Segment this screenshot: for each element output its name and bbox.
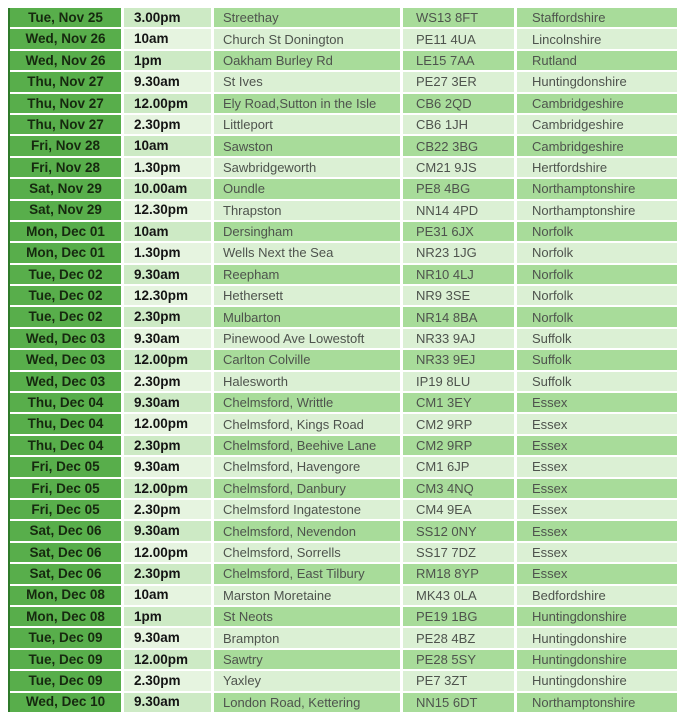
- postcode-cell: CB6 2QD: [403, 94, 514, 113]
- location-cell: Oakham Burley Rd: [214, 51, 400, 70]
- date-cell: Fri, Dec 05: [10, 479, 121, 498]
- time-cell: 12.00pm: [124, 650, 211, 669]
- time-cell: 2.30pm: [124, 564, 211, 583]
- postcode-cell: MK43 0LA: [403, 586, 514, 605]
- county-cell: Huntingdonshire: [517, 607, 677, 626]
- time-cell: 2.30pm: [124, 500, 211, 519]
- date-cell: Tue, Dec 09: [10, 650, 121, 669]
- county-cell: Essex: [517, 543, 677, 562]
- postcode-cell: NR14 8BA: [403, 307, 514, 326]
- date-cell: Sat, Nov 29: [10, 201, 121, 220]
- date-cell: Fri, Nov 28: [10, 136, 121, 155]
- date-cell: Thu, Nov 27: [10, 72, 121, 91]
- time-cell: 12.00pm: [124, 543, 211, 562]
- county-cell: Rutland: [517, 51, 677, 70]
- time-cell: 9.30am: [124, 329, 211, 348]
- time-cell: 10am: [124, 586, 211, 605]
- time-cell: 2.30pm: [124, 115, 211, 134]
- county-cell: Essex: [517, 521, 677, 540]
- county-cell: Essex: [517, 457, 677, 476]
- county-cell: Essex: [517, 500, 677, 519]
- postcode-cell: PE31 6JX: [403, 222, 514, 241]
- time-cell: 9.30am: [124, 72, 211, 91]
- location-cell: Chelmsford, Sorrells: [214, 543, 400, 562]
- location-cell: Church St Donington: [214, 29, 400, 48]
- location-cell: Yaxley: [214, 671, 400, 690]
- location-cell: Chelmsford, Nevendon: [214, 521, 400, 540]
- schedule-grid: [10, 8, 677, 712]
- county-cell: Cambridgeshire: [517, 136, 677, 155]
- date-cell: Wed, Nov 26: [10, 29, 121, 48]
- county-cell: Cambridgeshire: [517, 115, 677, 134]
- time-cell: 10am: [124, 222, 211, 241]
- county-cell: Norfolk: [517, 243, 677, 262]
- time-cell: 2.30pm: [124, 307, 211, 326]
- postcode-cell: CM2 9RP: [403, 436, 514, 455]
- location-cell: Thrapston: [214, 201, 400, 220]
- location-cell: St Neots: [214, 607, 400, 626]
- location-cell: Chelmsford, Danbury: [214, 479, 400, 498]
- county-cell: Hertfordshire: [517, 158, 677, 177]
- location-cell: Chelmsford, Kings Road: [214, 414, 400, 433]
- postcode-cell: CM21 9JS: [403, 158, 514, 177]
- location-cell: Carlton Colville: [214, 350, 400, 369]
- postcode-cell: NR23 1JG: [403, 243, 514, 262]
- time-cell: 12.00pm: [124, 350, 211, 369]
- location-cell: Streethay: [214, 8, 400, 27]
- postcode-cell: NN14 4PD: [403, 201, 514, 220]
- postcode-cell: CM3 4NQ: [403, 479, 514, 498]
- location-cell: Mulbarton: [214, 307, 400, 326]
- county-cell: Cambridgeshire: [517, 94, 677, 113]
- date-cell: Thu, Dec 04: [10, 414, 121, 433]
- schedule-table: [8, 8, 677, 712]
- county-cell: Northamptonshire: [517, 201, 677, 220]
- time-cell: 9.30am: [124, 393, 211, 412]
- time-cell: 10am: [124, 29, 211, 48]
- postcode-cell: CM2 9RP: [403, 414, 514, 433]
- county-cell: Essex: [517, 414, 677, 433]
- time-cell: 1pm: [124, 51, 211, 70]
- date-cell: Tue, Nov 25: [10, 8, 121, 27]
- time-cell: 12.30pm: [124, 286, 211, 305]
- location-cell: Wells Next the Sea: [214, 243, 400, 262]
- county-cell: Suffolk: [517, 372, 677, 391]
- county-cell: Essex: [517, 564, 677, 583]
- date-cell: Sat, Dec 06: [10, 564, 121, 583]
- location-cell: Halesworth: [214, 372, 400, 391]
- time-cell: 10am: [124, 136, 211, 155]
- date-cell: Mon, Dec 01: [10, 243, 121, 262]
- county-cell: Norfolk: [517, 286, 677, 305]
- location-cell: Sawston: [214, 136, 400, 155]
- date-cell: Sat, Dec 06: [10, 543, 121, 562]
- location-cell: Dersingham: [214, 222, 400, 241]
- postcode-cell: PE8 4BG: [403, 179, 514, 198]
- county-cell: Huntingdonshire: [517, 628, 677, 647]
- postcode-cell: PE7 3ZT: [403, 671, 514, 690]
- date-cell: Mon, Dec 01: [10, 222, 121, 241]
- date-cell: Wed, Dec 10: [10, 693, 121, 712]
- time-cell: 9.30am: [124, 628, 211, 647]
- county-cell: Suffolk: [517, 329, 677, 348]
- date-cell: Tue, Dec 02: [10, 265, 121, 284]
- postcode-cell: CB6 1JH: [403, 115, 514, 134]
- time-cell: 1.30pm: [124, 243, 211, 262]
- postcode-cell: NR33 9AJ: [403, 329, 514, 348]
- location-cell: Chelmsford, Havengore: [214, 457, 400, 476]
- date-cell: Sat, Nov 29: [10, 179, 121, 198]
- location-cell: Marston Moretaine: [214, 586, 400, 605]
- location-cell: Chelmsford, Beehive Lane: [214, 436, 400, 455]
- date-cell: Tue, Dec 09: [10, 628, 121, 647]
- time-cell: 9.30am: [124, 457, 211, 476]
- county-cell: Staffordshire: [517, 8, 677, 27]
- location-cell: Littleport: [214, 115, 400, 134]
- postcode-cell: SS12 0NY: [403, 521, 514, 540]
- postcode-cell: CB22 3BG: [403, 136, 514, 155]
- location-cell: Brampton: [214, 628, 400, 647]
- postcode-cell: LE15 7AA: [403, 51, 514, 70]
- time-cell: 1.30pm: [124, 158, 211, 177]
- date-cell: Fri, Dec 05: [10, 457, 121, 476]
- time-cell: 12.00pm: [124, 414, 211, 433]
- location-cell: Hethersett: [214, 286, 400, 305]
- date-cell: Tue, Dec 09: [10, 671, 121, 690]
- county-cell: Huntingdonshire: [517, 671, 677, 690]
- county-cell: Lincolnshire: [517, 29, 677, 48]
- county-cell: Essex: [517, 436, 677, 455]
- county-cell: Suffolk: [517, 350, 677, 369]
- time-cell: 9.30am: [124, 521, 211, 540]
- postcode-cell: PE11 4UA: [403, 29, 514, 48]
- location-cell: Sawtry: [214, 650, 400, 669]
- postcode-cell: IP19 8LU: [403, 372, 514, 391]
- location-cell: St Ives: [214, 72, 400, 91]
- postcode-cell: CM1 3EY: [403, 393, 514, 412]
- county-cell: Norfolk: [517, 222, 677, 241]
- location-cell: Chelmsford Ingatestone: [214, 500, 400, 519]
- location-cell: Chelmsford, East Tilbury: [214, 564, 400, 583]
- time-cell: 3.00pm: [124, 8, 211, 27]
- date-cell: Thu, Dec 04: [10, 436, 121, 455]
- postcode-cell: NR10 4LJ: [403, 265, 514, 284]
- county-cell: Bedfordshire: [517, 586, 677, 605]
- date-cell: Tue, Dec 02: [10, 307, 121, 326]
- date-cell: Sat, Dec 06: [10, 521, 121, 540]
- postcode-cell: NN15 6DT: [403, 693, 514, 712]
- postcode-cell: NR33 9EJ: [403, 350, 514, 369]
- location-cell: London Road, Kettering: [214, 693, 400, 712]
- time-cell: 1pm: [124, 607, 211, 626]
- county-cell: Essex: [517, 393, 677, 412]
- time-cell: 12.30pm: [124, 201, 211, 220]
- time-cell: 2.30pm: [124, 671, 211, 690]
- postcode-cell: PE28 5SY: [403, 650, 514, 669]
- date-cell: Wed, Dec 03: [10, 329, 121, 348]
- county-cell: Huntingdonshire: [517, 650, 677, 669]
- time-cell: 2.30pm: [124, 436, 211, 455]
- date-cell: Wed, Dec 03: [10, 350, 121, 369]
- location-cell: Sawbridgeworth: [214, 158, 400, 177]
- date-cell: Mon, Dec 08: [10, 586, 121, 605]
- postcode-cell: PE19 1BG: [403, 607, 514, 626]
- date-cell: Thu, Dec 04: [10, 393, 121, 412]
- time-cell: 10.00am: [124, 179, 211, 198]
- county-cell: Norfolk: [517, 307, 677, 326]
- date-cell: Tue, Dec 02: [10, 286, 121, 305]
- postcode-cell: SS17 7DZ: [403, 543, 514, 562]
- time-cell: 9.30am: [124, 265, 211, 284]
- postcode-cell: RM18 8YP: [403, 564, 514, 583]
- postcode-cell: CM4 9EA: [403, 500, 514, 519]
- location-cell: Oundle: [214, 179, 400, 198]
- time-cell: 9.30am: [124, 693, 211, 712]
- county-cell: Northamptonshire: [517, 693, 677, 712]
- date-cell: Thu, Nov 27: [10, 115, 121, 134]
- date-cell: Wed, Nov 26: [10, 51, 121, 70]
- time-cell: 12.00pm: [124, 479, 211, 498]
- date-cell: Fri, Nov 28: [10, 158, 121, 177]
- date-cell: Thu, Nov 27: [10, 94, 121, 113]
- date-cell: Wed, Dec 03: [10, 372, 121, 391]
- location-cell: Reepham: [214, 265, 400, 284]
- county-cell: Huntingdonshire: [517, 72, 677, 91]
- county-cell: Norfolk: [517, 265, 677, 284]
- date-cell: Fri, Dec 05: [10, 500, 121, 519]
- postcode-cell: PE28 4BZ: [403, 628, 514, 647]
- location-cell: Chelmsford, Writtle: [214, 393, 400, 412]
- postcode-cell: PE27 3ER: [403, 72, 514, 91]
- postcode-cell: CM1 6JP: [403, 457, 514, 476]
- postcode-cell: WS13 8FT: [403, 8, 514, 27]
- county-cell: Essex: [517, 479, 677, 498]
- location-cell: Pinewood Ave Lowestoft: [214, 329, 400, 348]
- date-cell: Mon, Dec 08: [10, 607, 121, 626]
- time-cell: 2.30pm: [124, 372, 211, 391]
- county-cell: Northamptonshire: [517, 179, 677, 198]
- postcode-cell: NR9 3SE: [403, 286, 514, 305]
- time-cell: 12.00pm: [124, 94, 211, 113]
- location-cell: Ely Road,Sutton in the Isle: [214, 94, 400, 113]
